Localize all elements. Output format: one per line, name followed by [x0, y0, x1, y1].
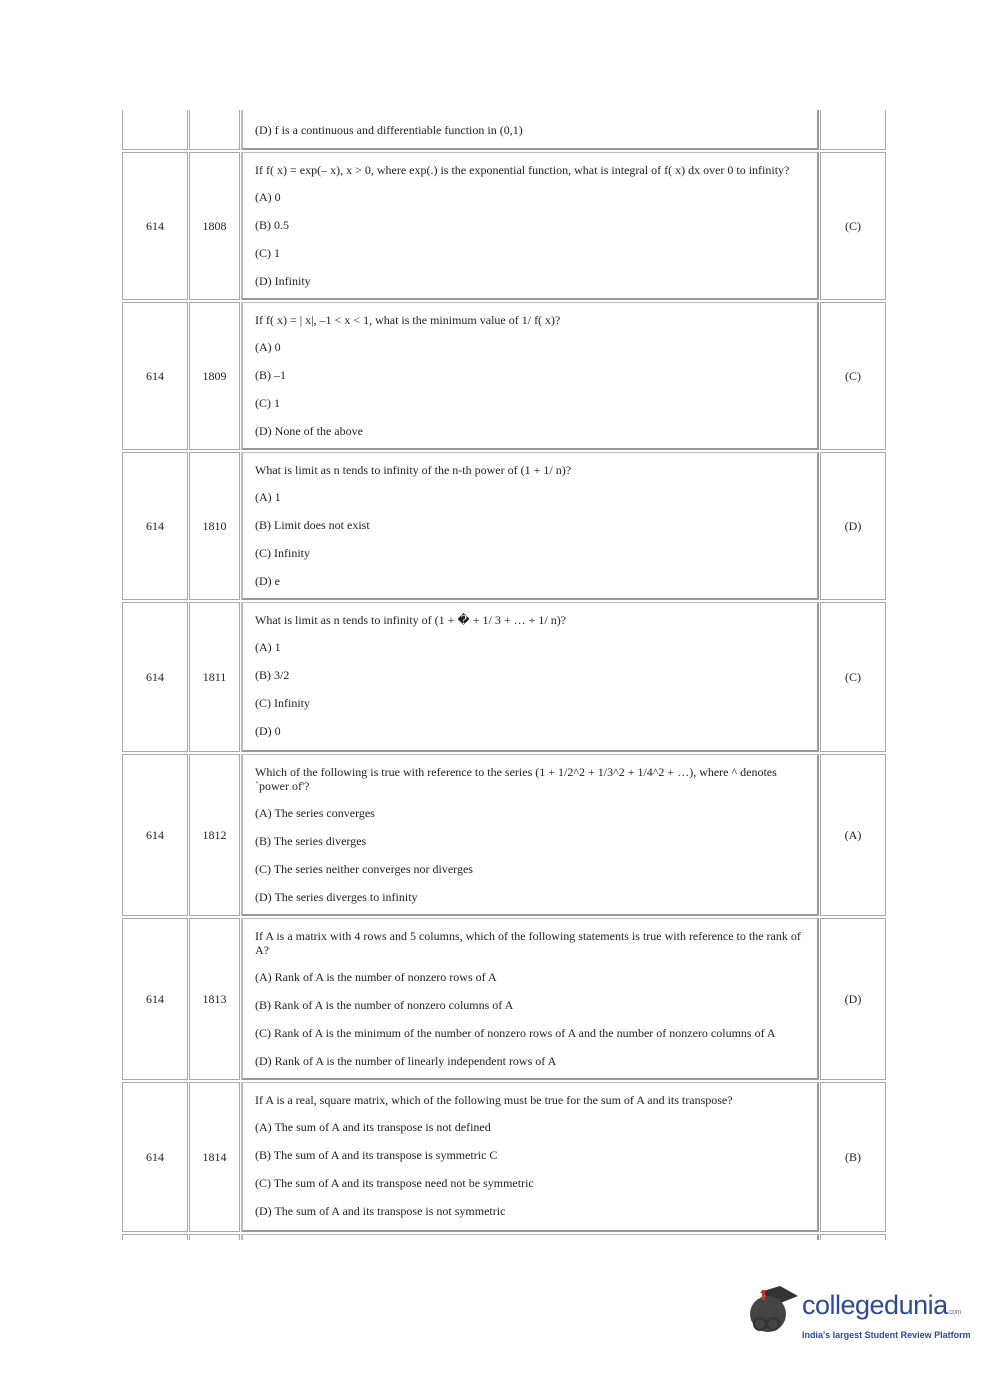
- option-b: (B) Rank of A is the number of nonzero columns of A: [255, 998, 514, 1012]
- collegedunia-logo: [740, 1282, 970, 1352]
- table-row: [122, 452, 886, 600]
- option-c: (C) 1: [255, 396, 280, 410]
- option-d: (D) 0: [255, 724, 281, 738]
- option-a: (A) 0: [255, 340, 281, 354]
- table-row: [122, 302, 886, 450]
- paper-code: 614: [146, 827, 164, 842]
- question-text: If A is a matrix with 4 rows and 5 columns, which of the following statements is true with reference to the rank of A?: [255, 929, 801, 957]
- option-b: (B) Limit does not exist: [255, 518, 370, 532]
- table-row: [122, 1234, 886, 1240]
- mascot-icon: [740, 1282, 800, 1347]
- logo-suffix: .com: [947, 1309, 961, 1316]
- option-c: (C) 1: [255, 246, 280, 260]
- logo-tagline: India's largest Student Review Platform: [802, 1330, 971, 1340]
- option-d: (D) e: [255, 574, 280, 588]
- option-d: (D) None of the above: [255, 424, 363, 438]
- option-b: (B) –1: [255, 368, 286, 382]
- option-a: (A) 1: [255, 640, 281, 654]
- option-d: (D) The sum of A and its transpose is not symmetric: [255, 1204, 506, 1218]
- question-number: 1814: [202, 1149, 227, 1164]
- question-number: 1813: [202, 991, 227, 1006]
- answer-key: (A): [844, 827, 862, 842]
- answer-key: (C): [845, 218, 861, 233]
- option-d: (D) The series diverges to infinity: [255, 890, 418, 904]
- paper-code: 614: [146, 991, 164, 1006]
- question-text: If A is a real, square matrix, which of the following must be true for the sum of A and its transpose?: [255, 1093, 733, 1107]
- question-text: Which of the following is true with reference to the series (1 + 1/2^2 + 1/3^2 + 1/4^2 + …), where ^ denotes `power of'?: [255, 765, 777, 793]
- paper-code: 614: [146, 368, 164, 383]
- paper-code: 614: [146, 518, 164, 533]
- table-row: [122, 754, 886, 916]
- question-number: 1809: [202, 368, 227, 383]
- option-a: (A) The series converges: [255, 806, 375, 820]
- question-text: What is limit as n tends to infinity of the n-th power of (1 + 1/ n)?: [255, 463, 572, 477]
- answer-key: (C): [845, 368, 861, 383]
- option-b: (B) The series diverges: [255, 834, 367, 848]
- option-c: (C) Infinity: [255, 546, 310, 560]
- answer-key: (B): [845, 1149, 861, 1164]
- option-b: (B) 0.5: [255, 218, 289, 232]
- table-row: [122, 918, 886, 1080]
- paper-code: 614: [146, 218, 164, 233]
- answer-key: (C): [845, 669, 861, 684]
- question-number: 1808: [202, 218, 227, 233]
- option-c: (C) The sum of A and its transpose need not be symmetric: [255, 1176, 534, 1190]
- question-number: 1811: [202, 669, 227, 684]
- option-b: (B) 3/2: [255, 668, 290, 682]
- table-row: [122, 152, 886, 300]
- option-a: (A) 1: [255, 490, 281, 504]
- logo-name: collegedunia: [802, 1290, 948, 1320]
- option-a: (A) 0: [255, 190, 281, 204]
- paper-code: 614: [146, 669, 164, 684]
- question-number: 1812: [202, 827, 227, 842]
- option-d: (D) f is a continuous and differentiable function in (0,1): [255, 123, 523, 137]
- option-a: (A) Rank of A is the number of nonzero rows of A: [255, 970, 497, 984]
- answer-key: (D): [844, 991, 862, 1006]
- table-row: [122, 602, 886, 752]
- question-text: If f( x) = | x|, –1 < x < 1, what is the minimum value of 1/ f( x)?: [255, 313, 561, 327]
- table-row: [122, 110, 886, 150]
- question-text: What is limit as n tends to infinity of (1 + � + 1/ 3 + … + 1/ n)?: [255, 613, 567, 627]
- question-text: If f( x) = exp(– x), x > 0, where exp(.) is the exponential function, what is integral of f( x) dx over 0 to infinity?: [255, 163, 790, 177]
- question-number: 1810: [202, 518, 227, 533]
- option-a: (A) The sum of A and its transpose is not defined: [255, 1120, 491, 1134]
- option-c: (C) Infinity: [255, 696, 310, 710]
- paper-code: 614: [146, 1149, 164, 1164]
- question-table: [122, 110, 886, 1242]
- table-row: [122, 1082, 886, 1232]
- option-c: (C) The series neither converges nor diverges: [255, 862, 473, 876]
- option-c: (C) Rank of A is the minimum of the number of nonzero rows of A and the number of nonzero columns of A: [255, 1026, 776, 1040]
- option-d: (D) Rank of A is the number of linearly independent rows of A: [255, 1054, 557, 1068]
- answer-key: (D): [844, 518, 862, 533]
- option-b: (B) The sum of A and its transpose is symmetric C: [255, 1148, 498, 1162]
- option-d: (D) Infinity: [255, 274, 311, 288]
